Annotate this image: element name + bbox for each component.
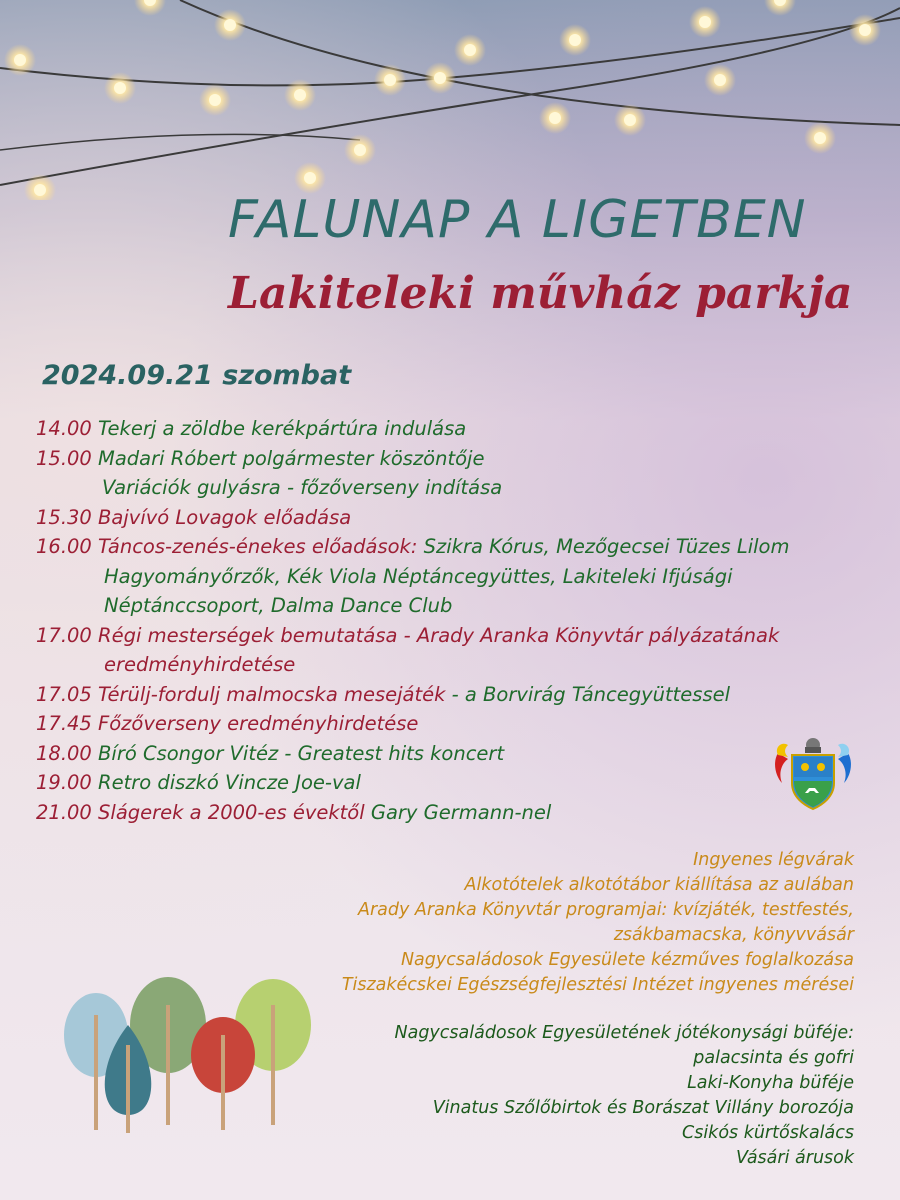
extra-item: Arady Aranka Könyvtár programjai: kvízjáték, testfestés, (358, 900, 854, 920)
schedule-time: 17.05 (36, 682, 92, 706)
extra-item: Ingyenes légvárak (693, 850, 854, 870)
extra-programs (234, 848, 854, 1171)
light-bulb-core (714, 74, 726, 86)
page-subtitle: Lakiteleki művház parkja (228, 268, 853, 319)
schedule-row (36, 503, 866, 533)
schedule-text: eredményhirdetése (104, 653, 296, 676)
schedule-text: Madari Róbert polgármester köszöntője (98, 446, 485, 470)
light-bulb-core (814, 132, 826, 144)
light-bulb-core (464, 44, 476, 56)
schedule-text: Régi mesterségek bemutatása - Arady Aranka Könyvtár pályázatának (98, 623, 780, 647)
schedule-row (36, 739, 866, 769)
light-bulb-core (354, 144, 366, 156)
schedule-text-secondary: - a Borvirág Táncegyüttessel (451, 682, 731, 706)
food-item: palacsinta és gofri (693, 1048, 854, 1068)
light-bulb-core (294, 89, 306, 101)
schedule-text: Főzőverseny eredményhirdetése (98, 712, 419, 735)
food-item: Vásári árusok (735, 1148, 854, 1168)
schedule-time: 14.00 (36, 417, 92, 440)
schedule-row (36, 768, 866, 798)
schedule-text: Tekerj a zöldbe kerékpártúra indulása (98, 417, 467, 440)
schedule-text: Néptánccsoport, Dalma Dance Club (104, 594, 453, 617)
schedule-text: Variációk gulyásra - főzőverseny indítása (102, 476, 503, 499)
light-bulb-core (209, 94, 221, 106)
extra-item: Alkotótelek alkotótábor kiállítása az aulában (464, 875, 854, 895)
schedule-text: Bíró Csongor Vitéz - Greatest hits koncert (98, 741, 505, 765)
food-item: Vinatus Szőlőbirtok és Borászat Villány borozója (432, 1098, 854, 1118)
schedule-text: Slágerek a 2000-es évektől (98, 800, 365, 824)
light-bulb-core (34, 184, 46, 196)
event-date: 2024.09.21 szombat (42, 360, 352, 391)
schedule-row (36, 473, 866, 503)
light-bulb-core (114, 82, 126, 94)
schedule-time: 17.45 (36, 712, 92, 735)
schedule-time: 17.00 (36, 623, 92, 647)
schedule-row (36, 591, 866, 621)
schedule-text: Táncos-zenés-énekes előadások: (98, 535, 418, 558)
food-item: Laki-Konyha büféje (687, 1073, 854, 1093)
light-bulb-core (569, 34, 581, 46)
schedule-text-secondary: Szikra Kórus, Mezőgecsei Tüzes Lilom (423, 535, 790, 558)
extra-item: zsákbamacska, könyvvásár (613, 925, 854, 945)
light-bulb-core (304, 172, 316, 184)
schedule-row (36, 562, 866, 592)
schedule-time: 15.00 (36, 446, 92, 470)
light-bulb-core (549, 112, 561, 124)
schedule-text: Hagyományőrzők, Kék Viola Néptáncegyüttes, Lakiteleki Ifjúsági (104, 564, 733, 588)
light-bulb-core (699, 16, 711, 28)
schedule-text-secondary: Gary Germann-nel (370, 800, 552, 824)
schedule-row (36, 532, 866, 562)
light-bulb-core (224, 19, 236, 31)
food-item: Nagycsaládosok Egyesületének jótékonysági büféje: (394, 1023, 854, 1043)
schedule-text: Bajvívó Lovagok előadása (98, 505, 352, 529)
string-lights-decoration (0, 0, 900, 200)
schedule-time: 18.00 (36, 741, 92, 765)
coat-of-arms-icon (772, 733, 854, 811)
schedule-row (36, 444, 866, 474)
light-bulb-core (434, 72, 446, 84)
schedule-row (36, 709, 866, 739)
schedule-row (36, 650, 866, 680)
light-bulb-core (384, 74, 396, 86)
schedule-time: 16.00 (36, 535, 92, 558)
schedule-time: 19.00 (36, 771, 92, 794)
schedule-row (36, 414, 866, 444)
schedule-text: Retro diszkó Vincze Joe-val (98, 771, 361, 794)
light-bulb-core (624, 114, 636, 126)
schedule-row (36, 680, 866, 710)
light-bulb-core (859, 24, 871, 36)
schedule-time: 21.00 (36, 800, 92, 824)
extra-item: Nagycsaládosok Egyesülete kézműves foglalkozása (400, 950, 854, 970)
schedule-row (36, 621, 866, 651)
page-title: FALUNAP A LIGETBEN (228, 190, 807, 250)
schedule-time: 15.30 (36, 505, 92, 529)
extra-item: Tiszakécskei Egészségfejlesztési Intézet ingyenes mérései (341, 975, 854, 995)
food-item: Csikós kürtőskalács (681, 1123, 854, 1143)
program-schedule (36, 414, 866, 827)
light-bulb-core (14, 54, 26, 66)
schedule-text: Térülj-fordulj malmocska mesejáték (98, 682, 446, 706)
schedule-row (36, 798, 866, 828)
